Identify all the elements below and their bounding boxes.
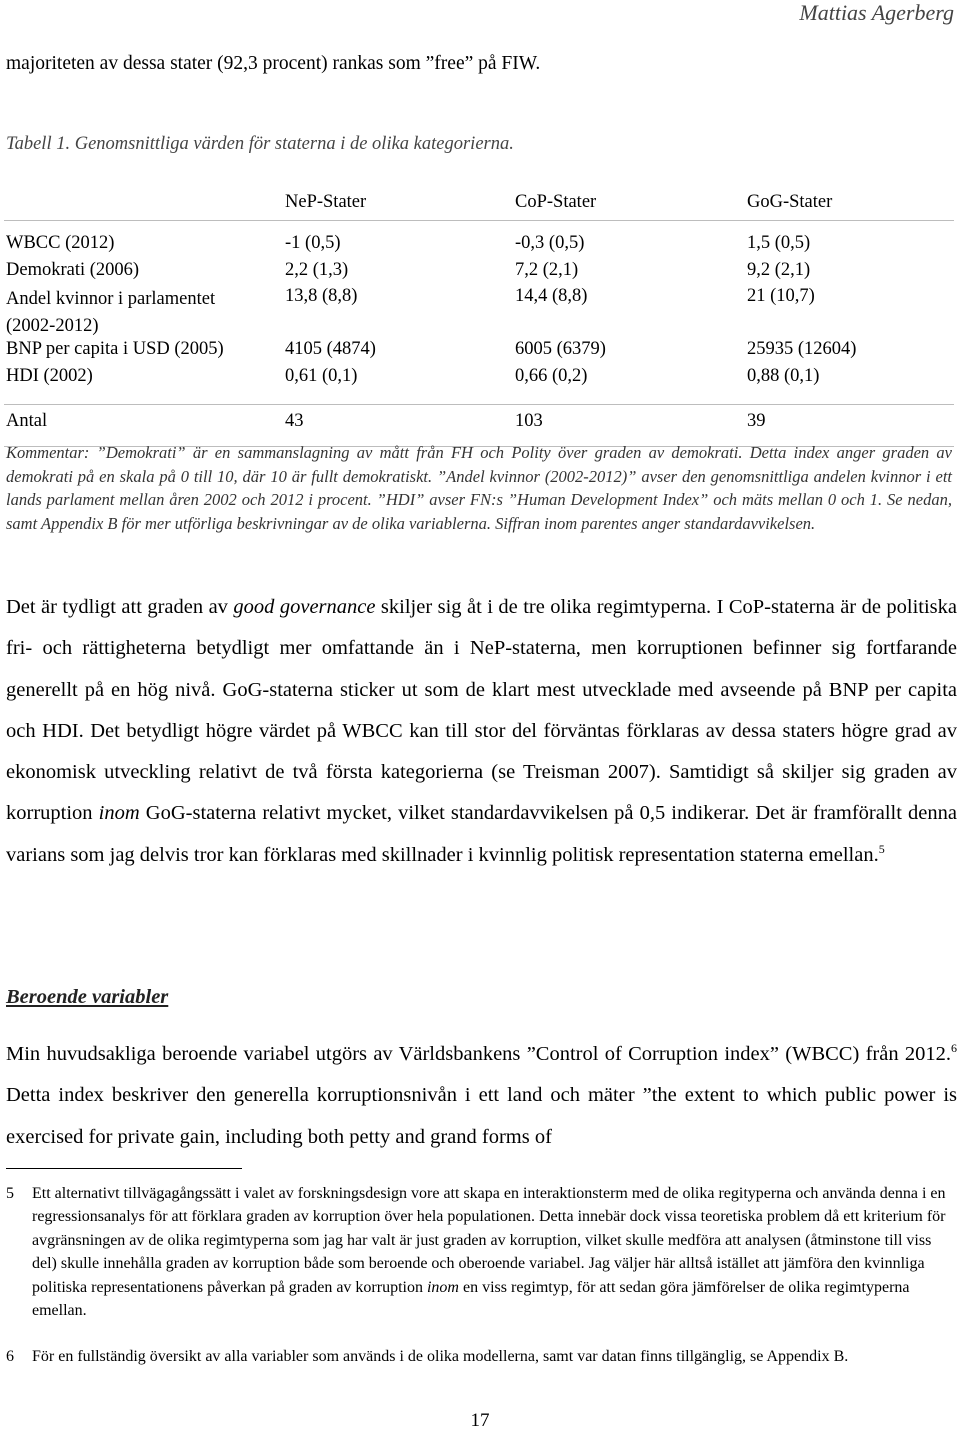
cell-nep: -1 (0,5)	[285, 233, 341, 253]
emphasis-inom: inom	[98, 802, 140, 825]
summary-table	[4, 184, 954, 447]
footnote-divider	[6, 1168, 242, 1169]
footnote-number: 5	[6, 1185, 14, 1202]
footnote-ref-6[interactable]: 6	[951, 1041, 957, 1055]
row-label: BNP per capita i USD (2005)	[6, 339, 224, 359]
text-run: en viss regimtyp, för att sedan göra jämförelser de olika regimtyperna emellan.	[32, 1278, 910, 1320]
table-row-wbcc	[4, 233, 954, 260]
table-row-hdi	[4, 366, 954, 393]
cell-cop: -0,3 (0,5)	[515, 233, 585, 253]
row-label	[4, 286, 283, 339]
cell-nep: 43	[283, 405, 513, 447]
table-row-antal	[4, 405, 954, 447]
row-label: HDI (2002)	[6, 365, 93, 386]
body-paragraph-1	[6, 587, 957, 876]
column-header-gog: GoG-Stater	[745, 184, 954, 221]
cell-nep: 13,8 (8,8)	[285, 286, 358, 306]
footnote-ref-5[interactable]: 5	[878, 841, 885, 856]
cell-nep: 2,2 (1,3)	[285, 259, 349, 280]
text-run: Detta index beskriver den generella korruptionsnivån i ett land och mäter ”the extent to which public power is exercised for private gain, including both petty and grand forms of	[6, 1084, 957, 1148]
cell-cop: 14,4 (8,8)	[515, 286, 588, 306]
table-row-andel-kvinnor	[4, 286, 954, 339]
row-label: Antal	[4, 405, 283, 447]
cell-gog: 21 (10,7)	[747, 286, 815, 306]
emphasis-inom: inom	[426, 1278, 459, 1296]
cell-cop: 6005 (6379)	[515, 339, 606, 359]
footnote-number: 6	[6, 1348, 14, 1365]
footnote-6	[6, 1345, 956, 1368]
cell-gog: 25935 (12604)	[747, 339, 857, 359]
running-header-author: Mattias Agerberg	[799, 0, 954, 25]
table-caption: Tabell 1. Genomsnittliga värden för staterna i de olika kategorierna.	[6, 134, 514, 154]
column-header-cop: CoP-Stater	[513, 184, 745, 221]
page-number: 17	[470, 1410, 490, 1431]
table-note: Kommentar: ”Demokrati” är en sammanslagning av mått från FH och Polity över graden av demokrati. Detta index anger graden av demokrati på en skala på 0 till 10, där 10 är fullt demokratiskt. ”Andel kvinnor (2002-2012)” avser den genomsnittliga andelen kvinnor i ett lands parlament mellan åren 2002 och 2012 i procent. ”HDI” avser FN:s ”Human Development Index” och mäts mellan 0 och 1. Se nedan, samt Appendix B för mer utförliga beskrivningar av de olika variablerna. Siffran inom parentes anger standardavvikelsen.	[6, 443, 952, 533]
row-label: Demokrati (2006)	[6, 259, 140, 280]
cell-gog: 9,2 (2,1)	[747, 259, 811, 280]
lead-text-line: majoriteten av dessa stater (92,3 procent) rankas som ”free” på FIW.	[6, 53, 541, 74]
cell-cop: 7,2 (2,1)	[515, 259, 579, 280]
cell-gog: 1,5 (0,5)	[747, 233, 811, 253]
footnote-5	[6, 1182, 956, 1322]
cell-cop: 103	[513, 405, 745, 447]
emphasis-good-governance: good governance	[233, 596, 376, 618]
row-label: WBCC (2012)	[6, 233, 115, 253]
cell-nep: 0,61 (0,1)	[285, 365, 358, 386]
table-header-row	[4, 184, 954, 221]
text-run: GoG-staterna relativt mycket, vilket standardavvikelsen på 0,5 indikerar. Det är framförallt denna varians som jag delvis tror kan förklaras med skillnader i kvinnlig politisk representation staterna emellan.	[6, 802, 958, 866]
row-label-line2: (2002-2012)	[6, 315, 99, 336]
text-run: Ett alternativt tillvägagångssätt i valet av forskningsdesign vore att skapa en interaktionsterm med de olika regityperna och använda denna i en regressionsanalys för att förklara graden av korruption över hela populationen. Detta innebär dock vissa teoretiska problem då ett kriterium för avgränsningen av de olika regimtyperna som jag har valt är just graden av korruption, vilket skulle medföra att analysen (åtminstone till viss del) skulle innehålla graden av korruption både som beroende och oberoende variabel. Jag väljer här alltså istället att jämföra den kvinnliga politiska representationens påverkan på graden av korruption	[32, 1185, 946, 1296]
text-run: skiljer sig åt i de tre olika regimtyperna. I CoP-staterna är de politiska fri- och rättigheterna betydligt mer omfattande än i NeP-staterna, men korruptionen befinner sig fortfarande generellt på en hög nivå. GoG-staterna sticker ut som de klart mest utvecklade med avseende på BNP per capita och HDI. Det betydligt högre värdet på WBCC kan till stor del förväntas förklaras av dessa staters högre grad av ekonomisk utveckling relativt de två första kategorierna (se Treisman 2007). Samtidigt så skiljer sig graden av korruption	[6, 596, 957, 825]
column-header-nep: NeP-Stater	[283, 184, 513, 221]
table-row-demokrati	[4, 260, 954, 287]
footnote-text	[32, 1182, 956, 1322]
cell-gog: 0,88 (0,1)	[747, 365, 820, 386]
cell-nep: 4105 (4874)	[285, 339, 376, 359]
section-heading: Beroende variabler	[6, 986, 169, 1008]
text-run: Det är tydligt att graden av	[6, 596, 234, 618]
text-run: Min huvudsakliga beroende variabel utgörs av Världsbankens ”Control of Corruption index” (WBCC) från 2012.	[6, 1043, 951, 1065]
cell-cop: 0,66 (0,2)	[515, 365, 588, 386]
table-row-bnp	[4, 339, 954, 366]
body-paragraph-2	[6, 1034, 957, 1158]
footnote-text: För en fullständig översikt av alla variabler som används i de olika modellerna, samt var datan finns tillgänglig, se Appendix B.	[32, 1348, 849, 1365]
table-header-empty	[4, 184, 283, 221]
row-label-line1: Andel kvinnor i parlamentet	[6, 289, 216, 309]
cell-gog: 39	[745, 405, 954, 447]
